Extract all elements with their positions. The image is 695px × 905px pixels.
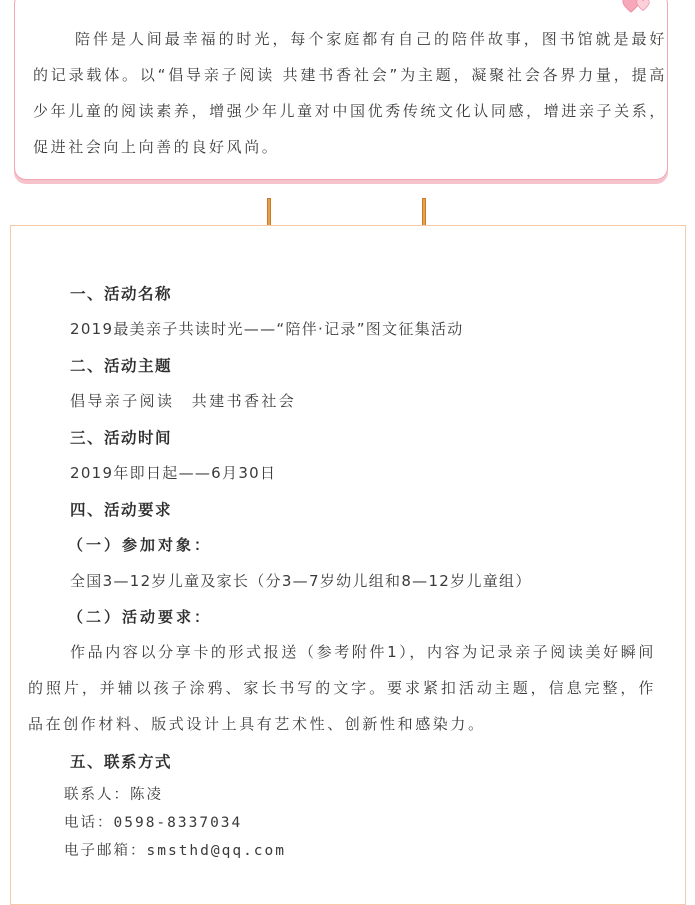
intro-paragraph: 陪伴是人间最幸福的时光，每个家庭都有自己的陪伴故事，图书馆就是最好的记录载体。以“倡导亲子阅读 共建书香社会”为主题，凝聚社会各界力量，提高少年儿童的阅读素养，增强少年儿童对中国优秀传统文化认同感，增进亲子关系，促进社会向上向善的良好风尚。	[33, 30, 667, 156]
participants-heading: （一）参加对象：	[68, 536, 213, 554]
activity-theme: 倡导亲子阅读 共建书香社会	[70, 392, 297, 410]
contact-email[interactable]: 电子邮箱：smsthd@qq.com	[64, 843, 286, 859]
section-heading-name: 一、活动名称	[70, 285, 173, 303]
heart-icon-small	[636, 0, 650, 12]
section-heading-theme: 二、活动主题	[70, 357, 173, 375]
activity-time: 2019年即日起——6月30日	[70, 464, 277, 482]
demands-heading: （二）活动要求：	[68, 608, 213, 626]
intro-card	[14, 0, 668, 180]
contact-person: 联系人：陈凌	[64, 787, 163, 803]
contact-phone: 电话：0598-8337034	[64, 815, 243, 831]
activity-name: 2019最美亲子共读时光——“陪伴·记录”图文征集活动	[70, 320, 464, 338]
participants-content: 全国3—12岁儿童及家长（分3—7岁幼儿组和8—12岁儿童组）	[70, 572, 532, 590]
demands-content: 作品内容以分享卡的形式报送（参考附件1），内容为记录亲子阅读美好瞬间的照片，并辅以孩子涂鸦、家长书写的文字。要求紧扣活动主题，信息完整，作品在创作材料、版式设计上具有艺术性、创新性和感染力。	[28, 643, 656, 733]
section-heading-contact: 五、联系方式	[70, 753, 173, 771]
section-heading-time: 三、活动时间	[70, 429, 173, 447]
section-heading-requirements: 四、活动要求	[70, 501, 173, 519]
